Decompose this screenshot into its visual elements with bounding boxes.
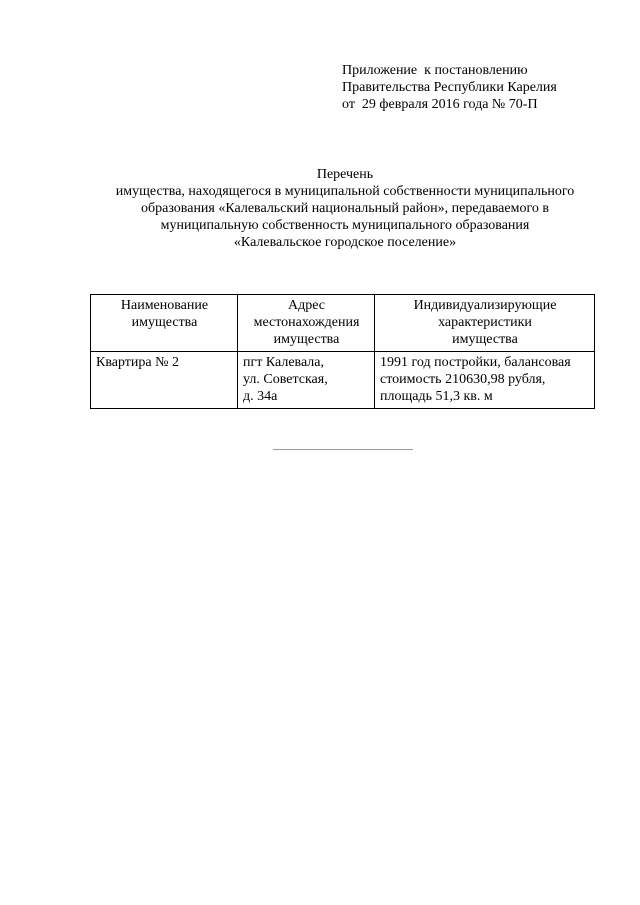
table-header-row bbox=[91, 295, 595, 352]
header-name: Наименование имущества bbox=[91, 295, 238, 352]
cell-address: пгт Калевала, ул. Советская, д. 34а bbox=[238, 352, 375, 409]
table-row bbox=[91, 352, 595, 409]
heading-line: «Калевальское городское поселение» bbox=[233, 235, 457, 250]
property-table bbox=[90, 294, 595, 409]
document-title: Перечень bbox=[316, 167, 374, 182]
header-characteristics: Индивидуализирующие характеристики имущества bbox=[375, 295, 595, 352]
heading-line: муниципальную собственность муниципального образования bbox=[160, 218, 530, 233]
cell-characteristics: 1991 год постройки, балансовая стоимость 210630,98 рубля, площадь 51,3 кв. м bbox=[375, 352, 595, 409]
appendix-line: Приложение к постановлению bbox=[342, 63, 528, 78]
closing-divider bbox=[273, 449, 413, 450]
heading-line: образования «Калевальский национальный район», передаваемого в bbox=[141, 201, 549, 216]
appendix-line: Правительства Республики Карелия bbox=[342, 80, 557, 95]
appendix-note bbox=[342, 62, 557, 113]
appendix-line: от 29 февраля 2016 года № 70-П bbox=[342, 97, 538, 112]
header-address: Адрес местонахождения имущества bbox=[238, 295, 375, 352]
document-heading bbox=[60, 166, 630, 251]
heading-line: имущества, находящегося в муниципальной собственности муниципального bbox=[115, 184, 575, 199]
cell-name: Квартира № 2 bbox=[91, 352, 238, 409]
